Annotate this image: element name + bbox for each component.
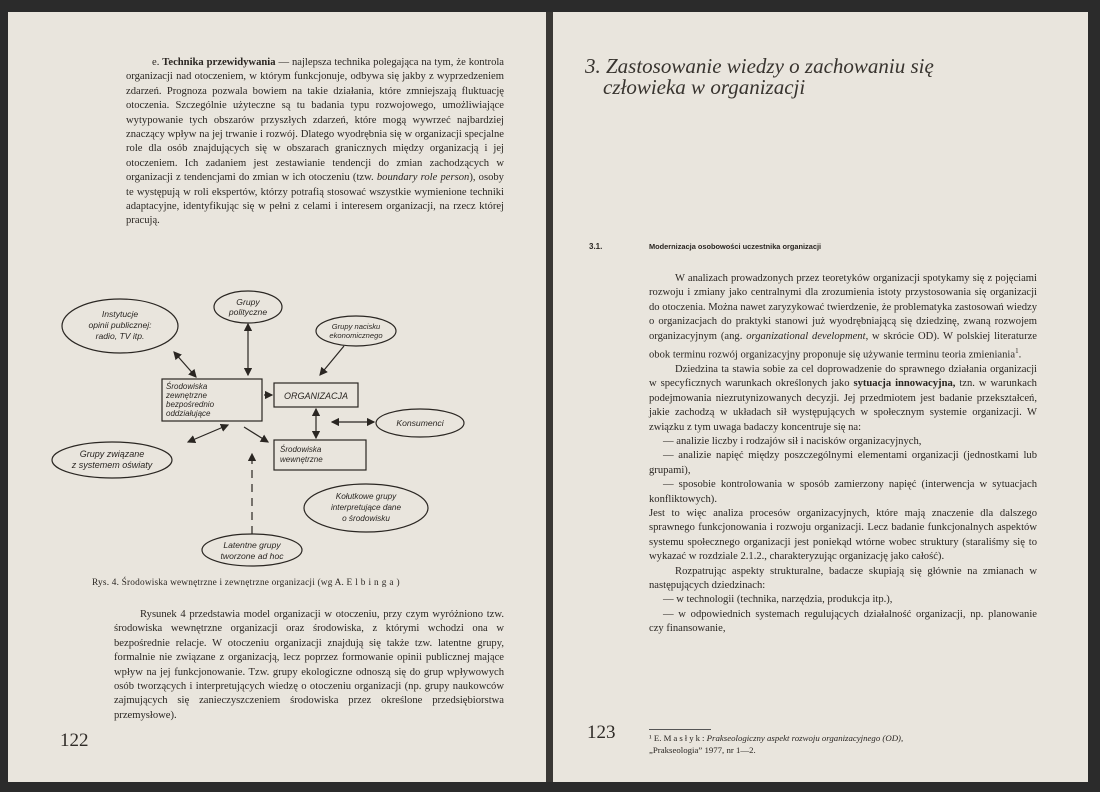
paragraph-text: W analizach prowadzonych przez teoretyków organizacji spotykamy się z pojęciami rozwoju i zmiany jako centralnymi dla zrozumienia istoty przystosowania się organizacji do otoczenia. Można nawet zaryzykować twierdzenie, że problematyka zastosowań wiedzy o organizacjach do praktyki stanowi już wyodrębniającą się dziedzinę, zwaną rozwojem organizacyjnym (ang. xyxy=(649,273,1037,342)
right-page xyxy=(553,12,1088,782)
footnote-author: Masłyk xyxy=(663,733,703,743)
node-label: Grupy nacisku xyxy=(331,322,381,331)
organization-environment-diagram xyxy=(48,282,518,574)
node-label: interpretujące dane xyxy=(330,503,402,512)
node-label: opinii publicznej: xyxy=(88,320,152,330)
left-top-paragraph xyxy=(126,56,504,229)
node-label: Środowiska xyxy=(280,445,322,454)
chapter-title-line: człowieka w organizacji xyxy=(603,75,806,99)
node-label: bezpośrednio xyxy=(166,400,215,409)
footnote-text: ¹ E. xyxy=(649,733,664,743)
paragraph-text: Rysunek 4 przedstawia model organizacji w otoczeniu, przy czym wyróżniono tzw. środowiska wewnętrzne organizacji oraz środowiska, z którymi wchodzi ona w bezpośrednie relacje. W otoczeniu organizacji znajdują się także tzw. latentne grupy, formalnie nie związane z organizacją, lecz poprzez formowanie opinii publicznej mające wpływ na jej funkcjonowanie. Tzw. grupy ekologiczne odnoszą się do grup wpływowych osób tworzących i interpretujących wiedzę o otoczeniu organizacji (np. grupy naukowców zajmujących się zanieczyszczeniem środowiska przez określone przedsiębiorstwa przemysłowe). xyxy=(114,609,504,721)
section-title: Modernizacja osobowości uczestnika organizacji xyxy=(649,242,822,251)
paragraph-text: ), osoby te występują w roli ekspertów, którzy potrafią stosować wszystkie wymienione techniki adaptacyjne, identyfikując się w pełni z celami i interesem organizacji, na rzecz której pracują. xyxy=(126,172,504,227)
paragraph xyxy=(649,272,1037,363)
figure-caption xyxy=(92,578,512,588)
paragraph: Rozpatrując aspekty strukturalne, badacze skupiają się głównie na zmianach w następujących dziedzinach: xyxy=(649,565,1037,592)
node-label: Grupy związane xyxy=(79,449,145,459)
node-label: zewnętrzne xyxy=(166,391,207,400)
section-number: 3.1. xyxy=(589,242,603,251)
footnote-text: : xyxy=(702,733,707,743)
node-label: polityczne xyxy=(228,307,268,317)
caption-author: Elbinga xyxy=(346,578,397,588)
chapter-title xyxy=(585,56,1055,98)
left-bottom-paragraph xyxy=(114,608,504,723)
list-item: — analizie liczby i rodzajów sił i nacisków organizacyjnych, xyxy=(663,436,922,447)
node-label: tworzone ad hoc xyxy=(220,551,284,561)
page-number: 123 xyxy=(587,722,616,743)
footnote-text: „Prakseologia” 1977, nr 1—2. xyxy=(649,744,756,755)
paragraph xyxy=(649,363,1037,435)
node-label: z systemem oświaty xyxy=(71,460,153,470)
node-label: Środowiska xyxy=(166,382,208,391)
arrow xyxy=(244,427,268,442)
paragraph-text: tzn. w warunkach podejmowania niezrutynizowanych decyzji. Jej przedmiotem jest badanie przekształceń, jakie zachodzą w układach sił występujących w społecznym systemie organizacji. W związku z tym uwaga badaczy koncentruje się na: xyxy=(649,378,1037,433)
list-item: — w technologii (technika, narzędzia, produkcja itp.), xyxy=(663,594,893,606)
node-label: wewnętrzne xyxy=(280,455,323,464)
node-label: Kołutkowe grupy xyxy=(335,492,397,501)
list-item: — w odpowiednich systemach regulujących działalność organizacji, np. planowanie czy finansowanie, xyxy=(649,608,1037,635)
node-label: radio, TV itp. xyxy=(95,331,145,341)
node-label: Instytucje xyxy=(101,309,139,319)
left-page xyxy=(8,12,546,782)
footnote-ref: 1 xyxy=(1015,347,1019,356)
paragraph-text: . xyxy=(1018,349,1022,361)
node-label: Konsumenci xyxy=(396,418,444,428)
term-bold: Technika przewidywania xyxy=(162,57,276,68)
term-italic: organizational development xyxy=(746,330,866,342)
arrow xyxy=(174,352,196,377)
arrow xyxy=(320,346,344,375)
caption-text: Rys. 4. Środowiska wewnętrzne i zewnętrzne organizacji (wg A. xyxy=(92,578,347,588)
chapter-title-line: 3. Zastosowanie wiedzy o zachowaniu się xyxy=(585,54,934,78)
node-label: oddziałujące xyxy=(166,409,211,418)
node-label: Latentne grupy xyxy=(223,540,281,550)
footnote-title: Prakseologiczny aspekt rozwoju organizacyjnego (OD), xyxy=(706,733,904,743)
node-label: ekonomicznego xyxy=(329,331,383,340)
paragraph-text: Dziedzina ta stawia sobie za cel doprowadzenie do sprawnego działania organizacji w specyficznych warunkach określonych jako xyxy=(649,363,1037,390)
node-label: o środowisku xyxy=(342,514,390,523)
term-bold: sytuacja innowacyjna, xyxy=(853,378,956,390)
node-label: ORGANIZACJA xyxy=(283,391,349,401)
paragraph-text: — najlepsza technika polegająca na tym, że kontrola organizacji nad otoczeniem, w którym funkcjonuje, odbywa się jakby z wyprzedzeniem zdarzeń. Prognoza pozwala bowiem na takie działania, które zmniejszają fluktuację otoczenia. Szczególnie użyteczne są tu badania typu rozwojowego, umożliwiające wytypowanie tych obszarów przyszłych zdarzeń, które mogą wywrzeć najbardziej znaczący wpływ na jej trwanie i rozwój. Dlatego wyodrębnia się w organizacji specjalne role dla osób znajdujących się w obszarach granicznych między organizacją i jej otoczeniem. Ich zadaniem jest zestawianie tendencji do zmian zachodzących w organizacji z tendencjami do zmian w ich otoczeniu (tzw. xyxy=(126,57,505,184)
footnote xyxy=(649,733,1037,756)
book-gutter xyxy=(546,12,553,782)
list-item: — sposobie kontrolowania w sposób zamierzony napięć (interwencja w sytuacjach konfliktowych). xyxy=(649,479,1037,505)
footnote-separator xyxy=(649,729,711,730)
term-italic: boundary role person xyxy=(376,172,470,184)
paragraph: Jest to więc analiza procesów organizacyjnych, które mają znaczenie dla dalszego sprawnego funkcjonowania i rozwoju organizacji. Lecz badanie funkcjonalnych aspektów systemu społecznego organizacji jest poniekąd wtórne wobec struktury (staraliśmy się to wykazać w rozdziale 2.1.2., charakteryzując organizację jako całość). xyxy=(649,508,1037,563)
list-item: — analizie napięć między poszczególnymi elementami organizacji (jednostkami lub grupami), xyxy=(649,450,1037,476)
right-body-text xyxy=(649,272,1037,637)
list-marker: e. xyxy=(152,57,163,68)
node-latentne xyxy=(202,534,302,566)
caption-text: ) xyxy=(396,578,400,588)
paragraph-text: , w skrócie OD). W polskiej literaturze obok terminu rozwój organizacyjny proponuje się używanie terminu teoria zmieniania xyxy=(649,330,1037,361)
arrow xyxy=(188,425,228,442)
page-number: 122 xyxy=(60,730,89,751)
node-label: Grupy xyxy=(236,297,260,307)
